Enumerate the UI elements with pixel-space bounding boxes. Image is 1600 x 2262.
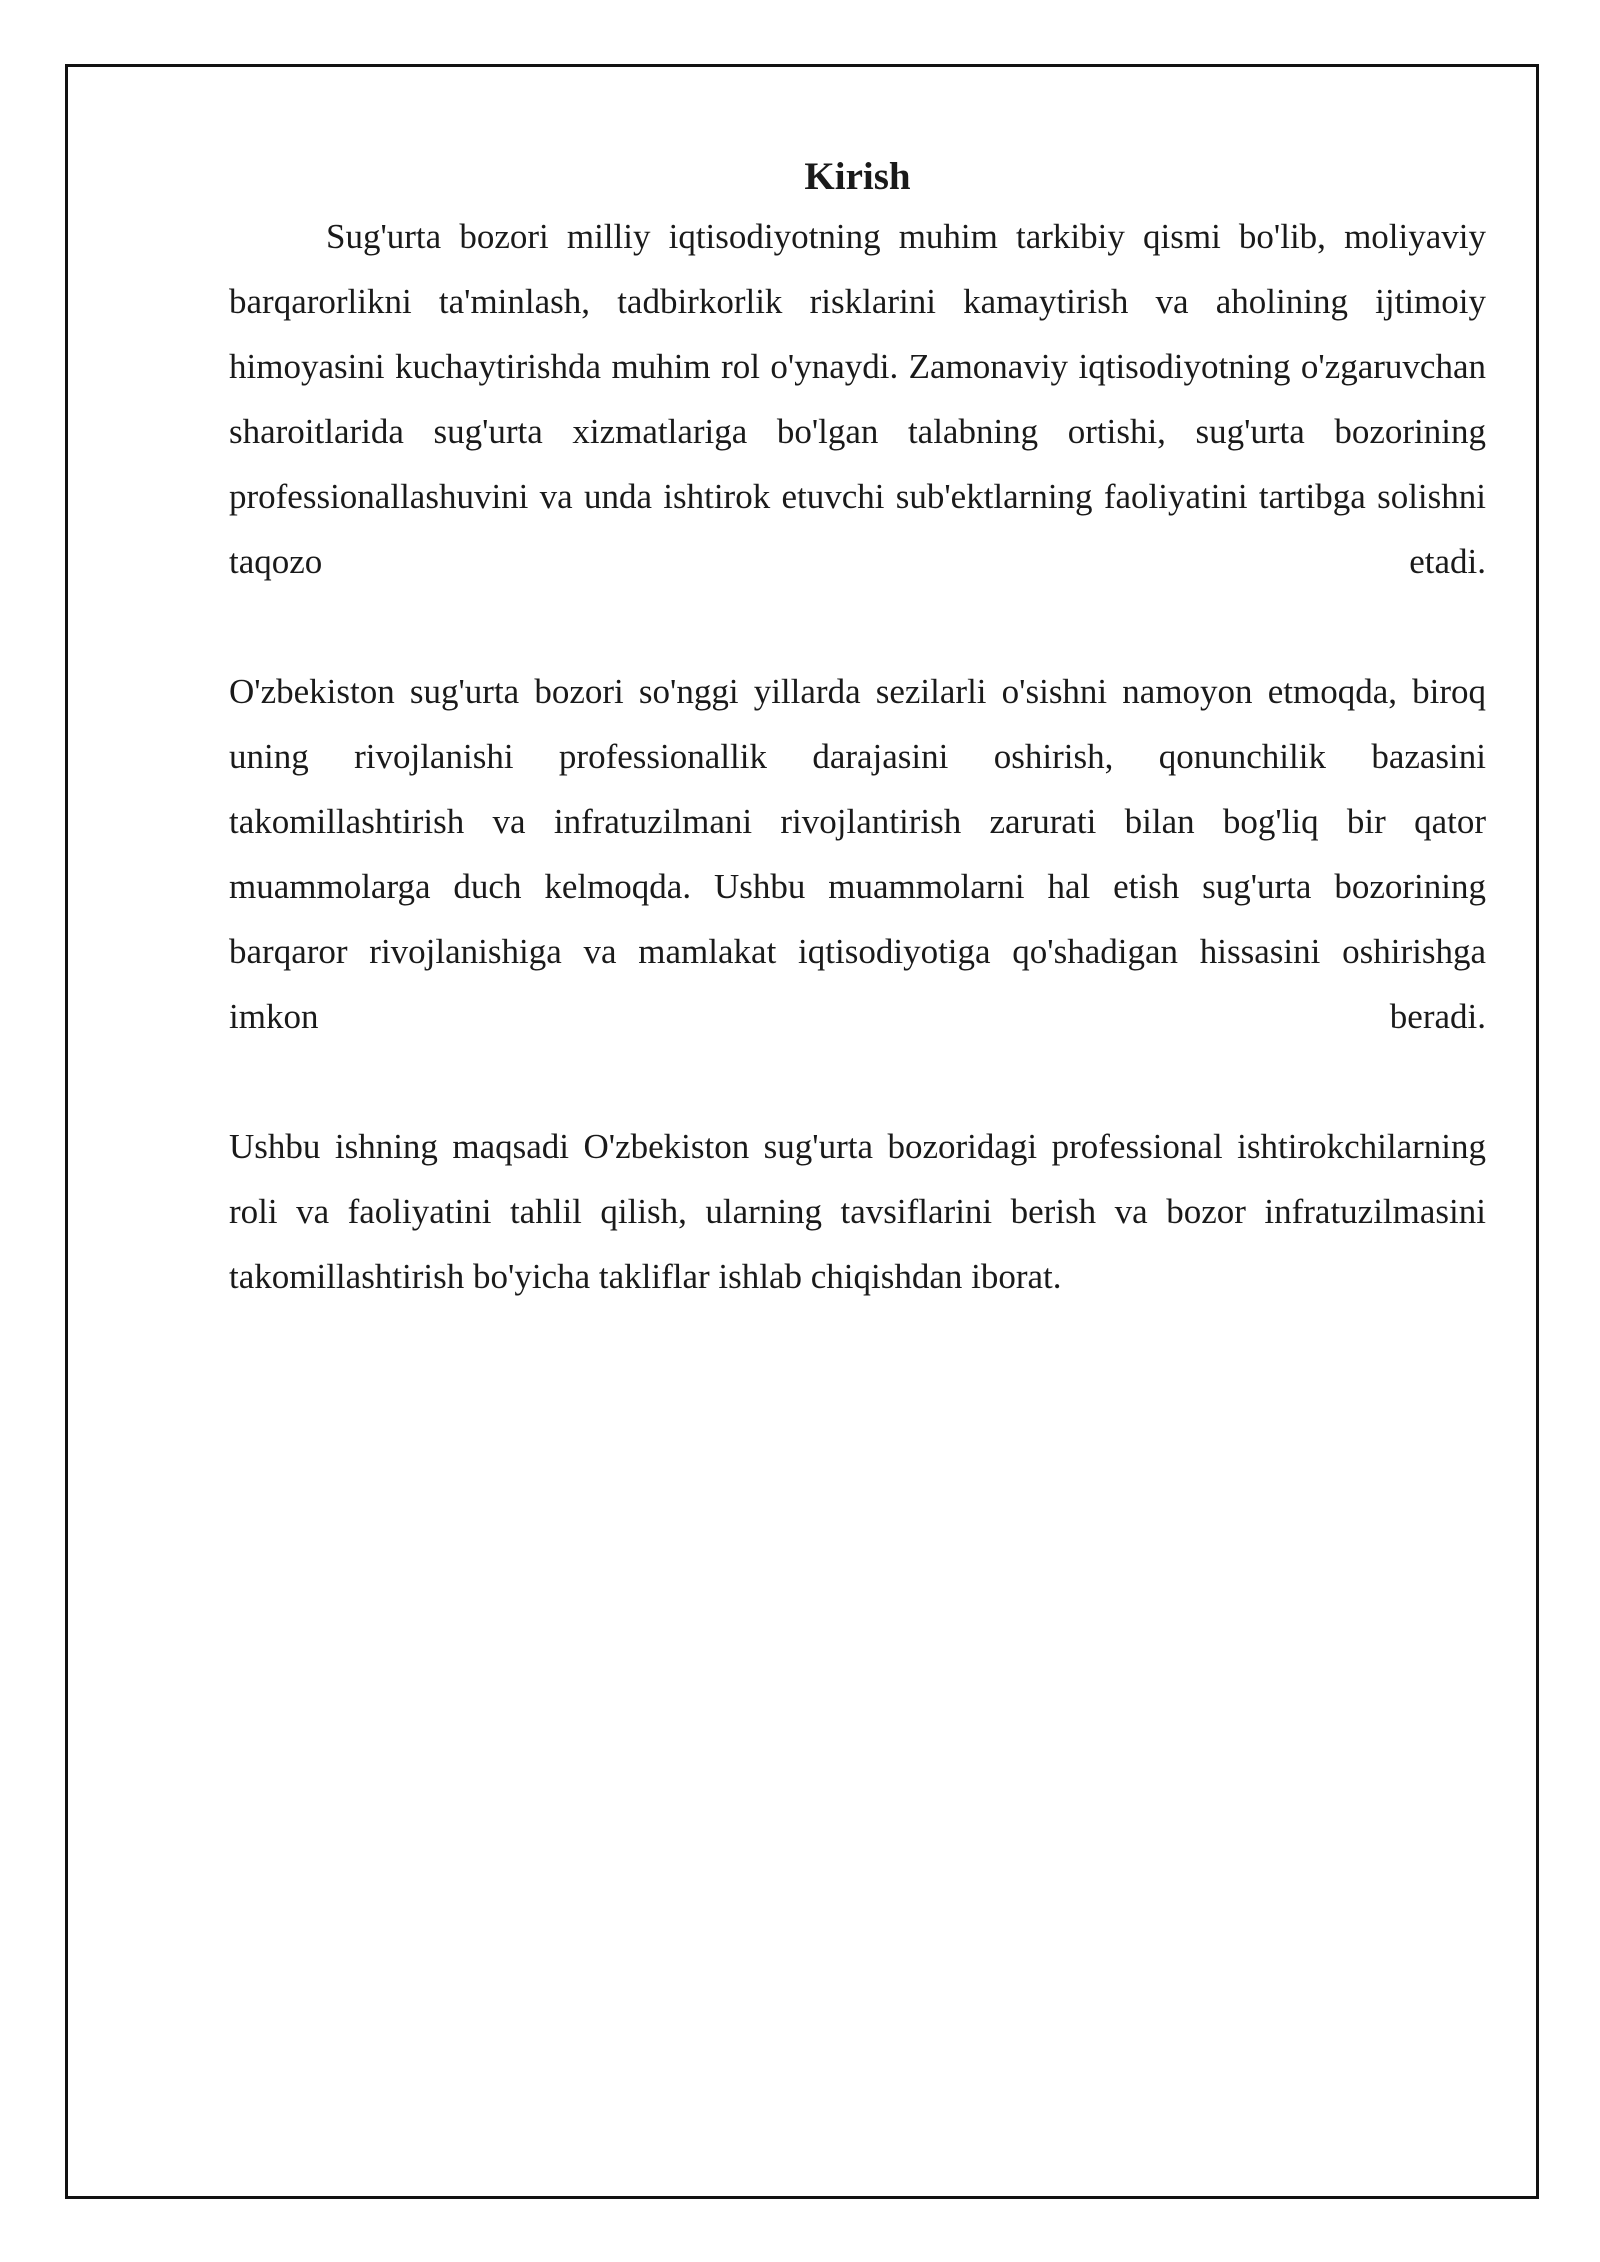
paragraph-goal: Ushbu ishning maqsadi O'zbekiston sug'urta bozoridagi professional ishtirokchilarning roli va faoliyatini tahlil qilish, ularning tavsiflarini berish va bozor infratuzilmasini takomillashtirish bo'yicha takliflar ishlab chiqishdan iborat. <box>229 1127 1486 1296</box>
paragraph-gap <box>229 594 1486 659</box>
paragraph-gap <box>229 1049 1486 1114</box>
paragraph-intro: Sug'urta bozori milliy iqtisodiyotning muhim tarkibiy qismi bo'lib, moliyaviy barqarorlikni ta'minlash, tadbirkorlik risklarini kamaytirish va aholining ijtimoiy himoyasini kuchaytirishda muhim rol o'ynaydi. Zamonaviy iqtisodiyotning o'zgaruvchan sharoitlarida sug'urta xizmatlariga bo'lgan talabning ortishi, sug'urta bozorining professionallashuvini va unda ishtirok etuvchi sub'ektlarning faoliyatini tartibga solishni taqozo etadi. <box>229 217 1486 581</box>
paragraph-market: O'zbekiston sug'urta bozori so'nggi yillarda sezilarli o'sishni namoyon etmoqda, biroq uning rivojlanishi professionallik darajasini oshirish, qonunchilik bazasini takomillashtirish va infratuzilmani rivojlantirish zarurati bilan bog'liq bir qator muammolarga duch kelmoqda. Ushbu muammolarni hal etish sug'urta bozorining barqaror rivojlanishiga va mamlakat iqtisodiyotiga qo'shadigan hissasini oshirishga imkon beradi. <box>229 672 1486 1036</box>
document-title: Kirish <box>804 155 911 198</box>
document-body <box>229 150 1486 1309</box>
